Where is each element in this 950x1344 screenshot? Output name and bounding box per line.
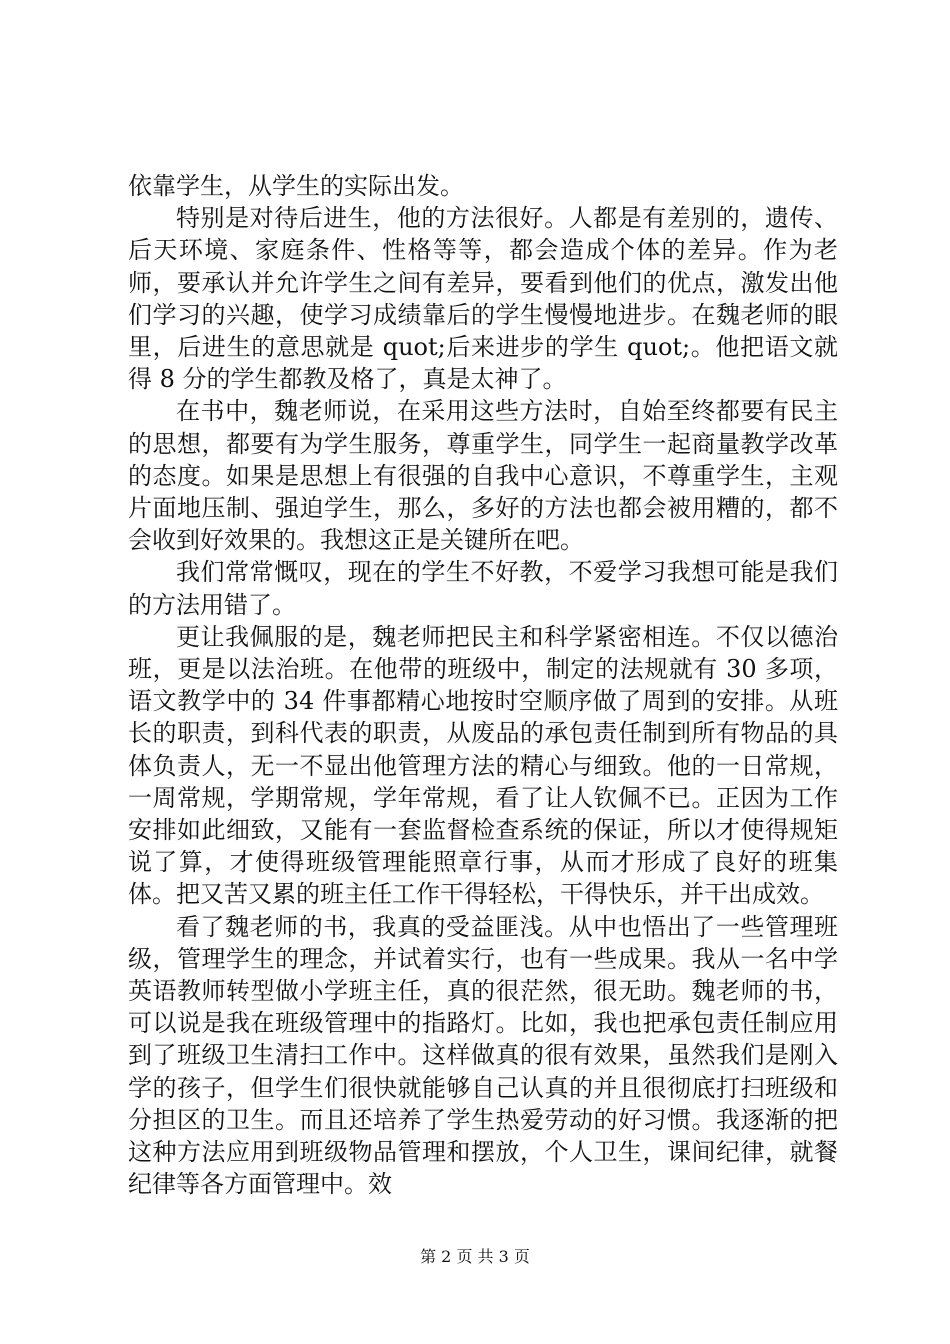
paragraph-continuation: 依靠学生，从学生的实际出发。 [128,172,464,200]
paragraph-benefit: 看了魏老师的书，我真的受益匪浅。从中也悟出了一些管理班级，管理学生的理念，并试着实行，也有一些成果。我从一名中学英语教师转型做小学班主任，真的很茫然，很无助。魏老师的书，可以说是我在班级管理中的指路灯。比如，我也把承包责任制应用到了班级卫生清扫工作中。这样做真的很有效果，虽然我们是刚入学的孩子，但学生们很快就能够自己认真的并且很彻底打扫班级和分担区的卫生。而且还培养了学生热爱劳动的好习惯。我逐渐的把这种方法应用到班级物品管理和摆放，个人卫生，课间纪律，就餐纪律等各方面管理中。效 [128,912,838,1199]
page-number-footer: 第 2 页 共 3 页 [420,1247,530,1266]
paragraph-sigh: 我们常常慨叹，现在的学生不好教，不爱学习我想可能是我们的方法用错了。 [128,558,838,619]
paragraph-underachievers: 特别是对待后进生，他的方法很好。人都是有差别的，遗传、后天环境、家庭条件、性格等等，都会造成个体的差异。作为老师，要承认并允许学生之间有差异，要看到他们的优点，激发出他们学习的兴趣，使学习成绩靠后的学生慢慢地进步。在魏老师的眼里，后进生的意思就是 quot;后来进步的学生 quot;。他把语文就得 8 分的学生都教及格了，真是太神了。 [128,204,838,394]
body-text [128,170,838,1201]
paragraph-democracy: 在书中，魏老师说，在采用这些方法时，自始至终都要有民主的思想，都要有为学生服务，尊重学生，同学生一起商量教学改革的态度。如果是思想上有很强的自我中心意识，不尊重学生，主观片面地压制、强迫学生，那么，多好的方法也都会被用糟的，都不会收到好效果的。我想这正是关键所在吧。 [128,397,838,555]
paragraph-rules: 更让我佩服的是，魏老师把民主和科学紧密相连。不仅以德治班，更是以法治班。在他带的班级中，制定的法规就有 30 多项，语文教学中的 34 件事都精心地按时空顺序做了周到的安排。从班长的职责，到科代表的职责，从废品的承包责任制到所有物品的具体负责人，无一不显出他管理方法的精心与细致。他的一日常规，一周常规，学期常规，学年常规，看了让人钦佩不已。正因为工作安排如此细致，又能有一套监督检查系统的保证，所以才使得规矩说了算，才使得班级管理能照章行事，从而才形成了良好的班集体。把又苦又累的班主任工作干得轻松，干得快乐，并干出成效。 [128,622,838,909]
